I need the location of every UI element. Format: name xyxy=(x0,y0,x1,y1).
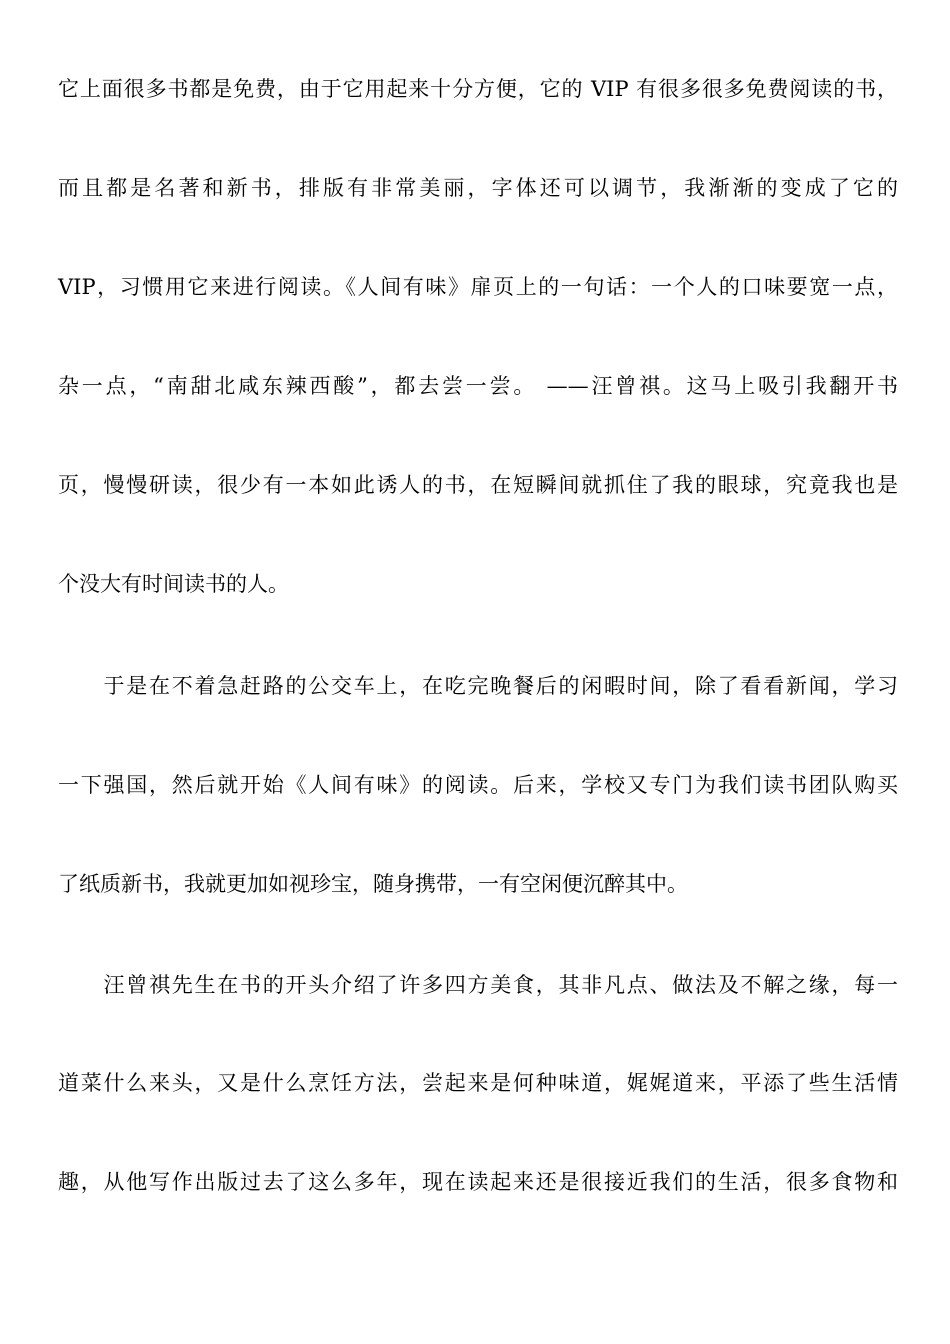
text-line: 个没大有时间读书的人。 xyxy=(58,572,289,596)
text-line: 汪曾祺先生在书的开头介绍了许多四方美食，其非凡点、做法及不解之缘，每一 xyxy=(58,973,898,997)
text-line: 它上面很多书都是免费，由于它用起来十分方便，它的 VIP 有很多很多免费阅读的书， xyxy=(58,77,898,101)
text-line: 道菜什么来头，又是什么烹饪方法，尝起来是何种味道，娓娓道来，平添了些生活情 xyxy=(58,1071,898,1095)
text-line: VIP，习惯用它来进行阅读。《人间有味》扉页上的一句话：一个人的口味要宽一点， xyxy=(58,275,898,299)
text-line: 趣，从他写作出版过去了这么多年，现在读起来还是很接近我们的生活，很多食物和 xyxy=(58,1170,898,1194)
text-line: 页，慢慢研读，很少有一本如此诱人的书，在短瞬间就抓住了我的眼球，究竟我也是 xyxy=(58,473,898,497)
text-line: 杂一点，“南甜北咸东辣西酸”，都去尝一尝。 ——汪曾祺。这马上吸引我翻开书 xyxy=(58,374,898,398)
text-line: 而且都是名著和新书，排版有非常美丽，字体还可以调节，我渐渐的变成了它的 xyxy=(58,176,898,200)
text-line: 一下强国，然后就开始《人间有味》的阅读。后来，学校又专门为我们读书团队购买 xyxy=(58,773,898,797)
text-line: 于是在不着急赶路的公交车上，在吃完晚餐后的闲暇时间，除了看看新闻，学习 xyxy=(58,674,898,698)
text-line: 了纸质新书，我就更加如视珍宝，随身携带，一有空闲便沉醉其中。 xyxy=(58,872,688,896)
